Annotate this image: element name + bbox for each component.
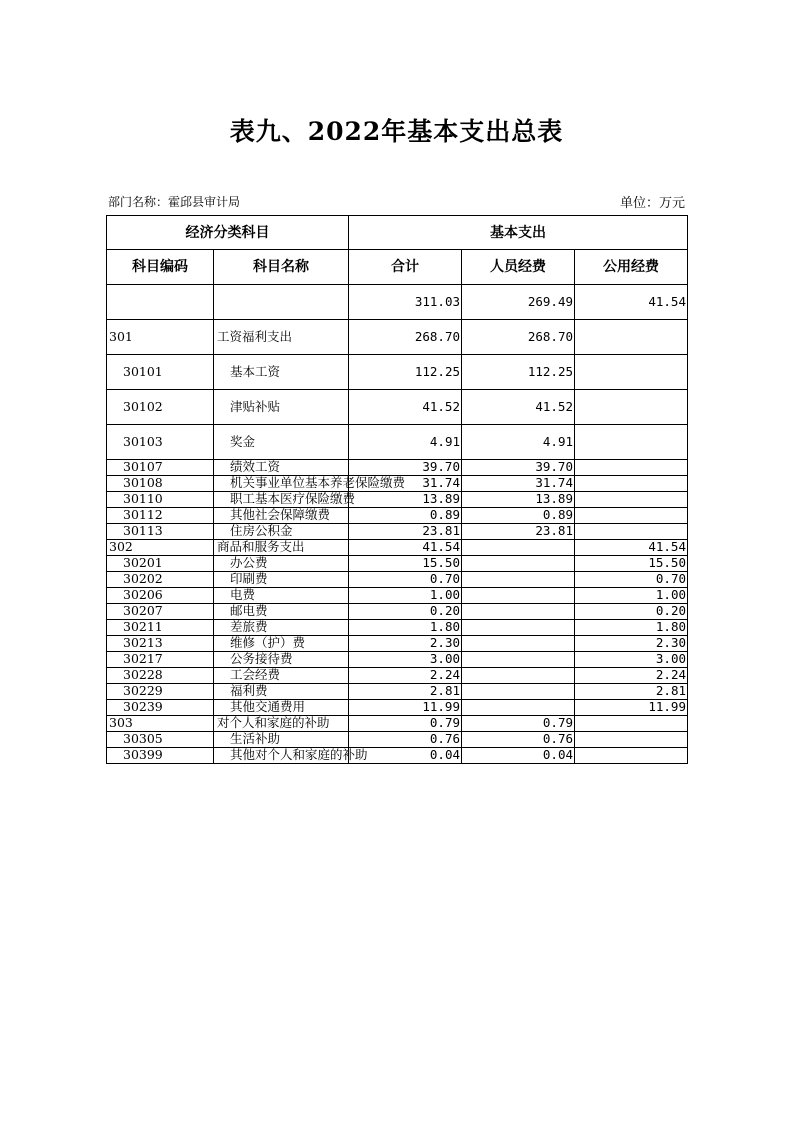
code-cell: 302: [107, 540, 214, 556]
table-row: [107, 636, 688, 652]
total-cell: 15.50: [349, 556, 462, 572]
code-cell: 30112: [107, 508, 214, 524]
name-cell: 福利费: [214, 684, 349, 700]
public-cell: [575, 460, 688, 476]
table-row: [107, 604, 688, 620]
table-row: [107, 732, 688, 748]
personnel-cell: [462, 668, 575, 684]
table-row: [107, 540, 688, 556]
column-header-code: 科目编码: [107, 250, 214, 285]
table-row: [107, 620, 688, 636]
personnel-cell: 0.79: [462, 716, 575, 732]
column-header-public: 公用经费: [575, 250, 688, 285]
column-header-name: 科目名称: [214, 250, 349, 285]
public-cell: [575, 748, 688, 764]
total-public-cell: 41.54: [575, 285, 688, 320]
total-cell: 39.70: [349, 460, 462, 476]
code-cell: 30207: [107, 604, 214, 620]
department-label: 部门名称：霍邱县审计局: [108, 195, 241, 209]
name-cell: 基本工资: [214, 355, 349, 390]
code-cell: 30239: [107, 700, 214, 716]
public-cell: [575, 716, 688, 732]
public-cell: 15.50: [575, 556, 688, 572]
table-row: [107, 460, 688, 476]
name-cell: 津贴补贴: [214, 390, 349, 425]
code-cell: 30103: [107, 425, 214, 460]
total-cell: 0.89: [349, 508, 462, 524]
code-cell: 30202: [107, 572, 214, 588]
table-row: [107, 684, 688, 700]
code-cell: 30229: [107, 684, 214, 700]
code-cell: 30201: [107, 556, 214, 572]
total-cell: 1.00: [349, 588, 462, 604]
name-cell: 工资福利支出: [214, 320, 349, 355]
name-cell: 住房公积金: [214, 524, 349, 540]
code-cell: 30399: [107, 748, 214, 764]
total-cell: 0.79: [349, 716, 462, 732]
total-cell: 0.20: [349, 604, 462, 620]
table-row: [107, 476, 688, 492]
public-cell: [575, 425, 688, 460]
public-cell: 2.24: [575, 668, 688, 684]
total-cell: 3.00: [349, 652, 462, 668]
personnel-cell: [462, 700, 575, 716]
column-header-personnel: 人员经费: [462, 250, 575, 285]
code-cell: 303: [107, 716, 214, 732]
public-cell: 0.70: [575, 572, 688, 588]
personnel-cell: 0.76: [462, 732, 575, 748]
unit-label: 单位：万元: [619, 196, 685, 211]
name-cell: 维修（护）费: [214, 636, 349, 652]
name-cell: 职工基本医疗保险缴费: [214, 492, 349, 508]
table-row: [107, 355, 688, 390]
total-cell: 112.25: [349, 355, 462, 390]
public-cell: 2.81: [575, 684, 688, 700]
table-row: [107, 716, 688, 732]
name-cell: 工会经费: [214, 668, 349, 684]
name-cell: 印刷费: [214, 572, 349, 588]
page-title: 表九、2022年基本支出总表: [229, 117, 564, 146]
table-row: [107, 652, 688, 668]
code-cell: 30206: [107, 588, 214, 604]
name-cell: 公务接待费: [214, 652, 349, 668]
total-cell: 13.89: [349, 492, 462, 508]
name-cell: 邮电费: [214, 604, 349, 620]
name-cell: 其他交通费用: [214, 700, 349, 716]
public-cell: [575, 492, 688, 508]
public-cell: 11.99: [575, 700, 688, 716]
code-cell: 301: [107, 320, 214, 355]
total-cell: 2.24: [349, 668, 462, 684]
table-row: [107, 572, 688, 588]
public-cell: [575, 524, 688, 540]
basic-expenditure-table: [106, 215, 688, 764]
personnel-cell: 23.81: [462, 524, 575, 540]
total-cell: 1.80: [349, 620, 462, 636]
table-row: [107, 492, 688, 508]
personnel-cell: [462, 684, 575, 700]
total-cell: 11.99: [349, 700, 462, 716]
code-cell: 30211: [107, 620, 214, 636]
public-cell: 1.80: [575, 620, 688, 636]
personnel-cell: [462, 636, 575, 652]
basic-expenditure-header: 基本支出: [349, 216, 688, 250]
personnel-cell: [462, 604, 575, 620]
total-cell: 4.91: [349, 425, 462, 460]
name-cell: 办公费: [214, 556, 349, 572]
economic-category-header: 经济分类科目: [107, 216, 349, 250]
public-cell: 0.20: [575, 604, 688, 620]
personnel-cell: 39.70: [462, 460, 575, 476]
code-cell: 30108: [107, 476, 214, 492]
public-cell: 1.00: [575, 588, 688, 604]
personnel-cell: 41.52: [462, 390, 575, 425]
public-cell: [575, 476, 688, 492]
code-cell: 30213: [107, 636, 214, 652]
total-cell: 31.74: [349, 476, 462, 492]
code-cell: 30305: [107, 732, 214, 748]
total-cell: 0.70: [349, 572, 462, 588]
code-cell: 30217: [107, 652, 214, 668]
total-cell: 2.81: [349, 684, 462, 700]
total-amount-cell: 311.03: [349, 285, 462, 320]
public-cell: [575, 732, 688, 748]
group-header-row: [107, 216, 688, 250]
table-row: [107, 700, 688, 716]
name-cell: 生活补助: [214, 732, 349, 748]
name-cell: 奖金: [214, 425, 349, 460]
code-cell: 30113: [107, 524, 214, 540]
public-cell: [575, 320, 688, 355]
personnel-cell: [462, 540, 575, 556]
public-cell: [575, 390, 688, 425]
total-cell: 268.70: [349, 320, 462, 355]
public-cell: [575, 355, 688, 390]
code-cell: 30101: [107, 355, 214, 390]
total-row: [107, 285, 688, 320]
personnel-cell: 31.74: [462, 476, 575, 492]
personnel-cell: [462, 620, 575, 636]
name-cell: 电费: [214, 588, 349, 604]
total-cell: 41.54: [349, 540, 462, 556]
public-cell: 3.00: [575, 652, 688, 668]
code-cell: 30102: [107, 390, 214, 425]
name-cell: 其他对个人和家庭的补助: [214, 748, 349, 764]
total-cell: 2.30: [349, 636, 462, 652]
table-row: [107, 524, 688, 540]
table-row: [107, 748, 688, 764]
name-cell: 机关事业单位基本养老保险缴费: [214, 476, 349, 492]
personnel-cell: 268.70: [462, 320, 575, 355]
table-row: [107, 508, 688, 524]
public-cell: 2.30: [575, 636, 688, 652]
code-cell: 30107: [107, 460, 214, 476]
total-cell: 0.04: [349, 748, 462, 764]
personnel-cell: 0.04: [462, 748, 575, 764]
total-personnel-cell: 269.49: [462, 285, 575, 320]
name-cell: 商品和服务支出: [214, 540, 349, 556]
total-cell: 23.81: [349, 524, 462, 540]
name-cell: 差旅费: [214, 620, 349, 636]
name-cell: 绩效工资: [214, 460, 349, 476]
total-cell: 41.52: [349, 390, 462, 425]
personnel-cell: [462, 588, 575, 604]
table-row: [107, 588, 688, 604]
table-row: [107, 668, 688, 684]
column-header-row: [107, 250, 688, 285]
column-header-total: 合计: [349, 250, 462, 285]
name-cell: 对个人和家庭的补助: [214, 716, 349, 732]
personnel-cell: [462, 556, 575, 572]
total-code-cell: [107, 285, 214, 320]
table-row: [107, 320, 688, 355]
personnel-cell: 0.89: [462, 508, 575, 524]
total-name-cell: [214, 285, 349, 320]
public-cell: [575, 508, 688, 524]
table-body: [107, 285, 688, 764]
personnel-cell: 13.89: [462, 492, 575, 508]
personnel-cell: 4.91: [462, 425, 575, 460]
total-cell: 0.76: [349, 732, 462, 748]
personnel-cell: [462, 572, 575, 588]
code-cell: 30228: [107, 668, 214, 684]
table-row: [107, 425, 688, 460]
personnel-cell: 112.25: [462, 355, 575, 390]
public-cell: 41.54: [575, 540, 688, 556]
table-row: [107, 390, 688, 425]
code-cell: 30110: [107, 492, 214, 508]
table-row: [107, 556, 688, 572]
personnel-cell: [462, 652, 575, 668]
name-cell: 其他社会保障缴费: [214, 508, 349, 524]
